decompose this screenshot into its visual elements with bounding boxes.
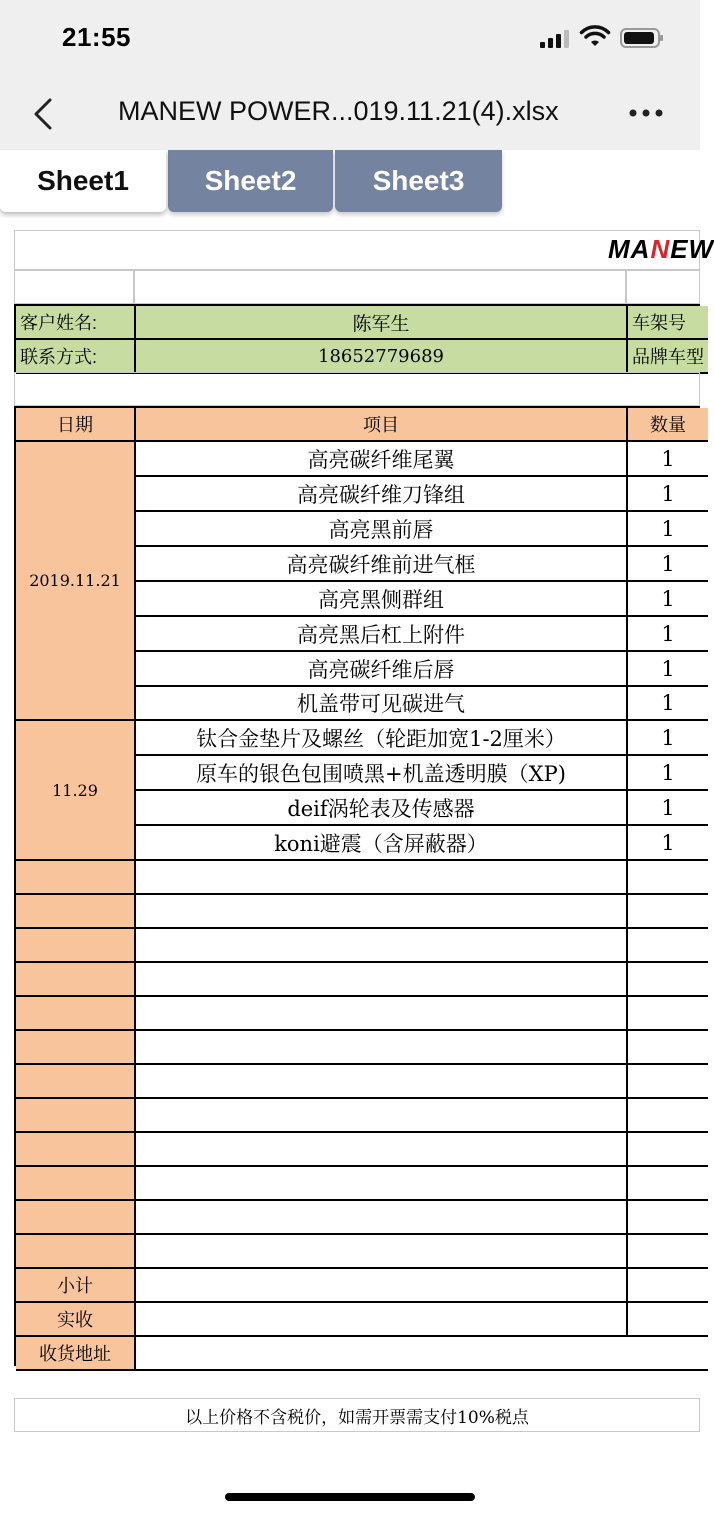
qty-cell[interactable]: 1 — [628, 721, 708, 756]
empty-date-cell[interactable] — [16, 963, 136, 997]
customer-info — [14, 304, 704, 372]
spreadsheet — [14, 230, 714, 1370]
empty-date-cell[interactable] — [16, 1065, 136, 1099]
empty-cell — [14, 270, 134, 304]
item-cell[interactable]: 高亮黑前唇 — [136, 512, 628, 547]
empty-date-cell[interactable] — [16, 929, 136, 963]
brand-row — [14, 230, 700, 270]
item-cell[interactable]: 高亮碳纤维前进气框 — [136, 547, 628, 582]
empty-date-cell[interactable] — [16, 997, 136, 1031]
qty-cell[interactable]: 1 — [628, 826, 708, 861]
address-label: 收货地址 — [16, 1337, 136, 1371]
customer-name-value[interactable]: 陈军生 — [136, 306, 628, 340]
subtotal-label: 小计 — [16, 1269, 136, 1303]
empty-row — [14, 372, 700, 406]
empty-qty-cell[interactable] — [628, 1201, 708, 1235]
qty-cell[interactable]: 1 — [628, 442, 708, 477]
customer-name-label: 客户姓名: — [16, 306, 136, 340]
qty-cell[interactable]: 1 — [628, 617, 708, 652]
item-cell[interactable]: 高亮碳纤维尾翼 — [136, 442, 628, 477]
empty-item-cell[interactable] — [136, 1099, 628, 1133]
wifi-icon — [580, 26, 610, 48]
tab-sheet2[interactable]: Sheet2 — [168, 150, 333, 212]
qty-cell[interactable]: 1 — [628, 582, 708, 617]
subtotal-qty[interactable] — [628, 1269, 708, 1303]
item-cell[interactable]: koni避震（含屏蔽器） — [136, 826, 628, 861]
brand-logo: MANEW — [608, 234, 714, 264]
frame-number-label: 车架号 — [628, 306, 708, 340]
empty-qty-cell[interactable] — [628, 1167, 708, 1201]
empty-item-cell[interactable] — [136, 1201, 628, 1235]
empty-item-cell[interactable] — [136, 895, 628, 929]
received-qty[interactable] — [628, 1303, 708, 1337]
qty-cell[interactable]: 1 — [628, 687, 708, 721]
back-chevron-icon[interactable] — [30, 94, 56, 134]
more-options-icon[interactable] — [628, 108, 664, 118]
empty-cell — [134, 270, 626, 304]
item-cell[interactable]: deif涡轮表及传感器 — [136, 791, 628, 826]
empty-item-cell[interactable] — [136, 1065, 628, 1099]
header-quantity: 数量 — [628, 408, 708, 442]
item-cell[interactable]: 高亮黑后杠上附件 — [136, 617, 628, 652]
item-cell[interactable]: 机盖带可见碳进气 — [136, 687, 628, 721]
navigation-bar — [0, 78, 700, 150]
battery-icon — [620, 28, 664, 48]
empty-item-cell[interactable] — [136, 929, 628, 963]
qty-cell[interactable]: 1 — [628, 756, 708, 791]
empty-date-cell[interactable] — [16, 861, 136, 895]
item-cell[interactable]: 高亮黑侧群组 — [136, 582, 628, 617]
car-model-label: 品牌车型 — [628, 340, 708, 374]
cellular-signal-icon — [540, 30, 572, 48]
date-cell[interactable]: 2019.11.21 — [16, 442, 136, 721]
item-cell[interactable]: 高亮碳纤维刀锋组 — [136, 477, 628, 512]
empty-item-cell[interactable] — [136, 1133, 628, 1167]
empty-qty-cell[interactable] — [628, 963, 708, 997]
qty-cell[interactable]: 1 — [628, 512, 708, 547]
empty-qty-cell[interactable] — [628, 1235, 708, 1269]
empty-date-cell[interactable] — [16, 1201, 136, 1235]
items-table — [14, 406, 700, 1366]
empty-date-cell[interactable] — [16, 1167, 136, 1201]
header-item: 项目 — [136, 408, 628, 442]
tab-sheet3[interactable]: Sheet3 — [335, 150, 502, 212]
item-cell[interactable]: 钛合金垫片及螺丝（轮距加宽1-2厘米） — [136, 721, 628, 756]
empty-qty-cell[interactable] — [628, 1031, 708, 1065]
empty-qty-cell[interactable] — [628, 861, 708, 895]
empty-item-cell[interactable] — [136, 861, 628, 895]
empty-item-cell[interactable] — [136, 963, 628, 997]
contact-label: 联系方式: — [16, 340, 136, 374]
empty-date-cell[interactable] — [16, 1235, 136, 1269]
empty-qty-cell[interactable] — [628, 1099, 708, 1133]
empty-date-cell[interactable] — [16, 1133, 136, 1167]
qty-cell[interactable]: 1 — [628, 477, 708, 512]
item-cell[interactable]: 原车的银色包围喷黑+机盖透明膜（XP) — [136, 756, 628, 791]
empty-item-cell[interactable] — [136, 1235, 628, 1269]
empty-qty-cell[interactable] — [628, 1065, 708, 1099]
qty-cell[interactable]: 1 — [628, 791, 708, 826]
empty-rows — [16, 861, 702, 1269]
address-value[interactable] — [136, 1337, 708, 1371]
empty-qty-cell[interactable] — [628, 997, 708, 1031]
item-cell[interactable]: 高亮碳纤维后唇 — [136, 652, 628, 687]
empty-qty-cell[interactable] — [628, 895, 708, 929]
sheet-tabs — [0, 150, 700, 216]
empty-date-cell[interactable] — [16, 1031, 136, 1065]
home-indicator[interactable] — [225, 1493, 475, 1501]
empty-item-cell[interactable] — [136, 1167, 628, 1201]
qty-cell[interactable]: 1 — [628, 547, 708, 582]
empty-item-cell[interactable] — [136, 997, 628, 1031]
empty-qty-cell[interactable] — [628, 929, 708, 963]
tax-note: 以上价格不含税价，如需开票需支付10%税点 — [14, 1398, 700, 1432]
file-title: MANEW POWER...019.11.21(4).xlsx — [118, 96, 559, 126]
qty-cell[interactable]: 1 — [628, 652, 708, 687]
status-bar — [0, 0, 700, 78]
empty-date-cell[interactable] — [16, 895, 136, 929]
empty-qty-cell[interactable] — [628, 1133, 708, 1167]
received-label: 实收 — [16, 1303, 136, 1337]
status-time: 21:55 — [62, 22, 131, 52]
empty-date-cell[interactable] — [16, 1099, 136, 1133]
header-date: 日期 — [16, 408, 136, 442]
empty-item-cell[interactable] — [136, 1031, 628, 1065]
received-value[interactable] — [136, 1303, 628, 1337]
contact-value[interactable]: 18652779689 — [136, 340, 628, 374]
tab-sheet1[interactable]: Sheet1 — [0, 150, 166, 212]
empty-cell — [626, 270, 700, 304]
subtotal-value[interactable] — [136, 1269, 628, 1303]
date-cell[interactable]: 11.29 — [16, 721, 136, 861]
